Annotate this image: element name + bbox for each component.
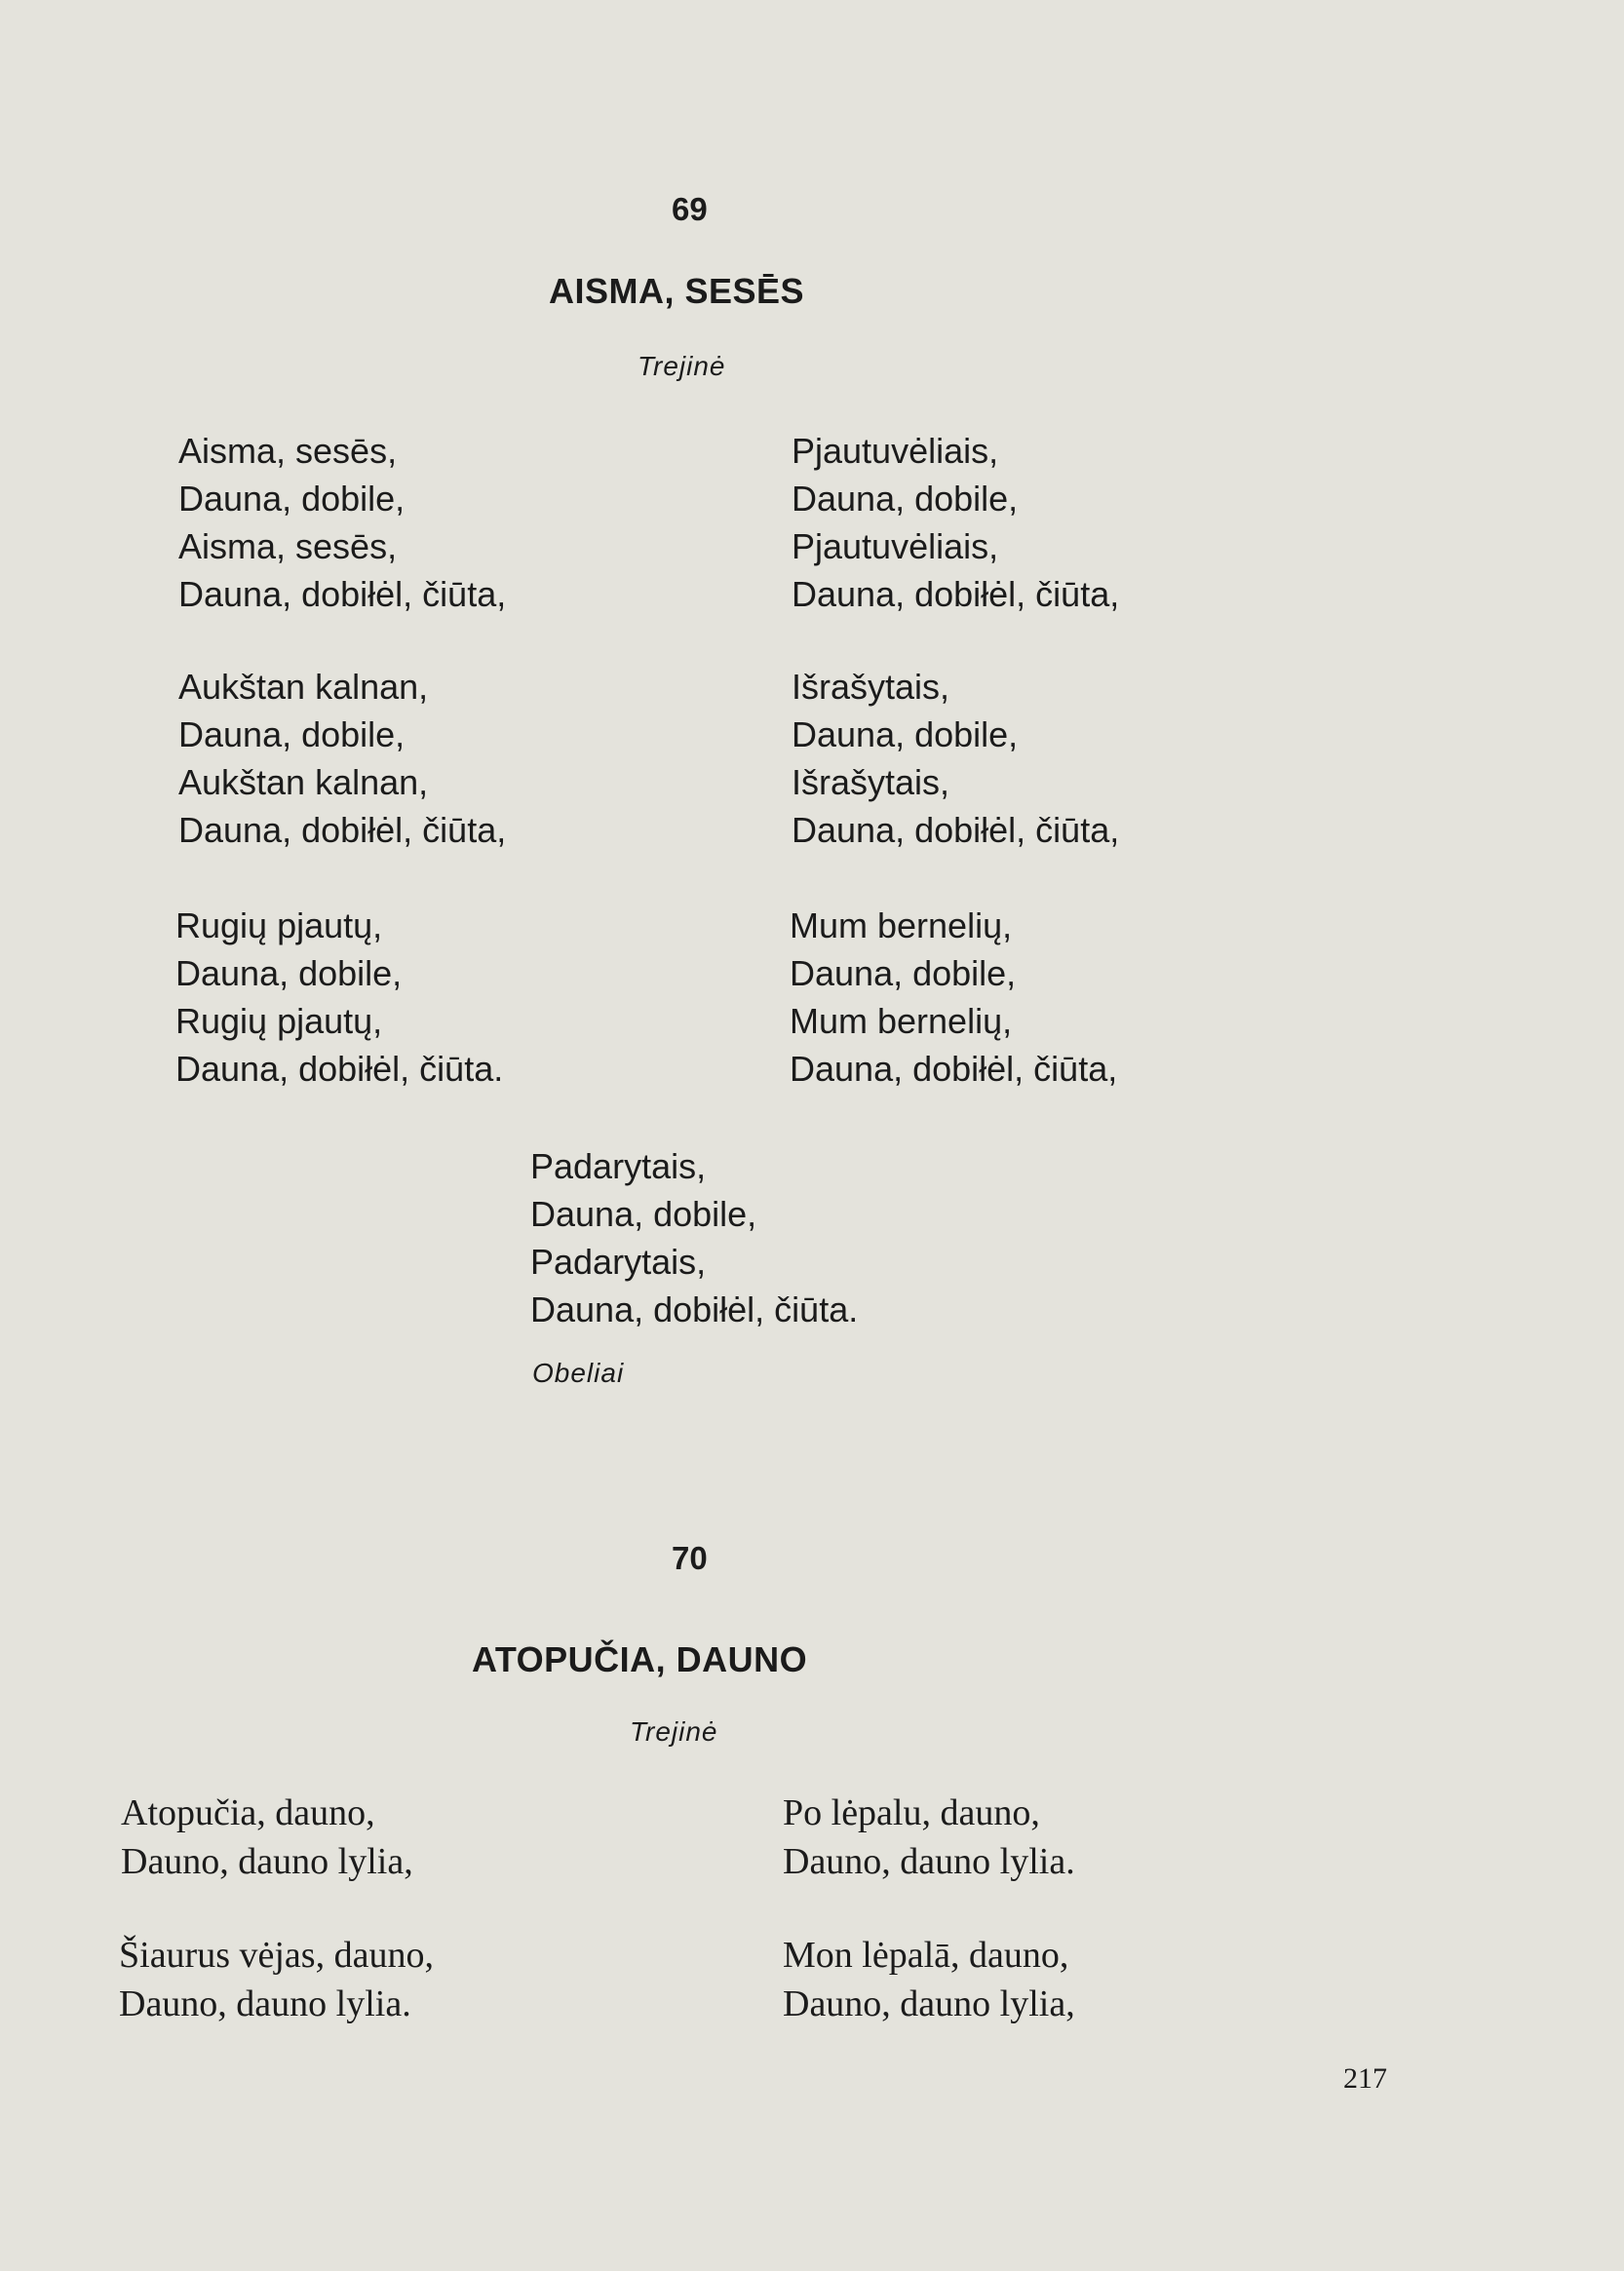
verse-line: Padarytais, <box>530 1242 707 1282</box>
verse-line: Dauna, dobile, <box>792 714 1019 754</box>
verse-line: Dauna, dobiłėl, čiūta, <box>790 1049 1118 1089</box>
verse-line: Atopučia, dauno, <box>121 1792 375 1833</box>
verse-line: Dauna, dobile, <box>792 479 1019 519</box>
song-number: 69 <box>672 191 708 227</box>
verse-line: Dauna, dobiłėl, čiūta, <box>792 810 1120 850</box>
stanza-left <box>175 902 503 1093</box>
verse-line: Išrašytais, <box>792 762 950 802</box>
stanza-left <box>121 1789 413 1886</box>
song-subtitle: Trejinė <box>630 1716 718 1747</box>
stanza-right <box>783 1931 1075 2028</box>
verse-line: Dauna, dobile, <box>178 714 406 754</box>
song-subtitle: Trejinė <box>638 351 726 381</box>
verse-line: Dauno, dauno lylia, <box>783 1983 1075 2024</box>
song-title: ATOPUČIA, DAUNO <box>472 1639 808 1679</box>
verse-line: Šiaurus vėjas, dauno, <box>119 1935 434 1976</box>
verse-line: Dauno, dauno lylia. <box>783 1841 1075 1882</box>
stanza-center <box>530 1142 858 1333</box>
song-source: Obeliai <box>532 1358 625 1388</box>
verse-line: Mon lėpalā, dauno, <box>783 1935 1069 1976</box>
song-title: AISMA, SESĒS <box>549 271 805 311</box>
verse-line: Dauna, dobile, <box>178 479 406 519</box>
verse-line: Rugių pjautų, <box>175 1001 383 1041</box>
stanza-right <box>792 663 1119 854</box>
verse-line: Dauno, dauno lylia. <box>119 1983 411 2024</box>
verse-line: Išrašytais, <box>792 667 950 707</box>
verse-line: Dauna, dobiłėl, čiūta, <box>178 574 507 614</box>
verse-line: Aisma, sesēs, <box>178 431 398 471</box>
verse-line: Dauna, dobiłėl, čiūta, <box>178 810 507 850</box>
verse-line: Dauna, dobile, <box>530 1194 757 1234</box>
page-number: 217 <box>1343 2062 1387 2095</box>
verse-line: Aukštan kalnan, <box>178 762 429 802</box>
verse-line: Pjautuvėliais, <box>792 431 999 471</box>
verse-line: Dauna, dobile, <box>790 953 1017 993</box>
verse-line: Dauna, dobiłėl, čiūta. <box>175 1049 504 1089</box>
verse-line: Rugių pjautų, <box>175 905 383 945</box>
stanza-left <box>178 427 506 618</box>
verse-line: Dauno, dauno lylia, <box>121 1841 413 1882</box>
verse-line: Po lėpalu, dauno, <box>783 1792 1040 1833</box>
stanza-right <box>790 902 1117 1093</box>
verse-line: Mum bernelių, <box>790 1001 1013 1041</box>
verse-line: Dauna, dobiłėl, čiūta. <box>530 1289 859 1329</box>
song-number: 70 <box>672 1540 708 1576</box>
verse-line: Padarytais, <box>530 1146 707 1186</box>
verse-line: Pjautuvėliais, <box>792 526 999 566</box>
verse-line: Dauna, dobile, <box>175 953 403 993</box>
verse-line: Aukštan kalnan, <box>178 667 429 707</box>
verse-line: Aisma, sesēs, <box>178 526 398 566</box>
stanza-left <box>178 663 506 854</box>
verse-line: Mum bernelių, <box>790 905 1013 945</box>
verse-line: Dauna, dobiłėl, čiūta, <box>792 574 1120 614</box>
stanza-right <box>783 1789 1075 1886</box>
stanza-left <box>119 1931 434 2028</box>
stanza-right <box>792 427 1119 618</box>
